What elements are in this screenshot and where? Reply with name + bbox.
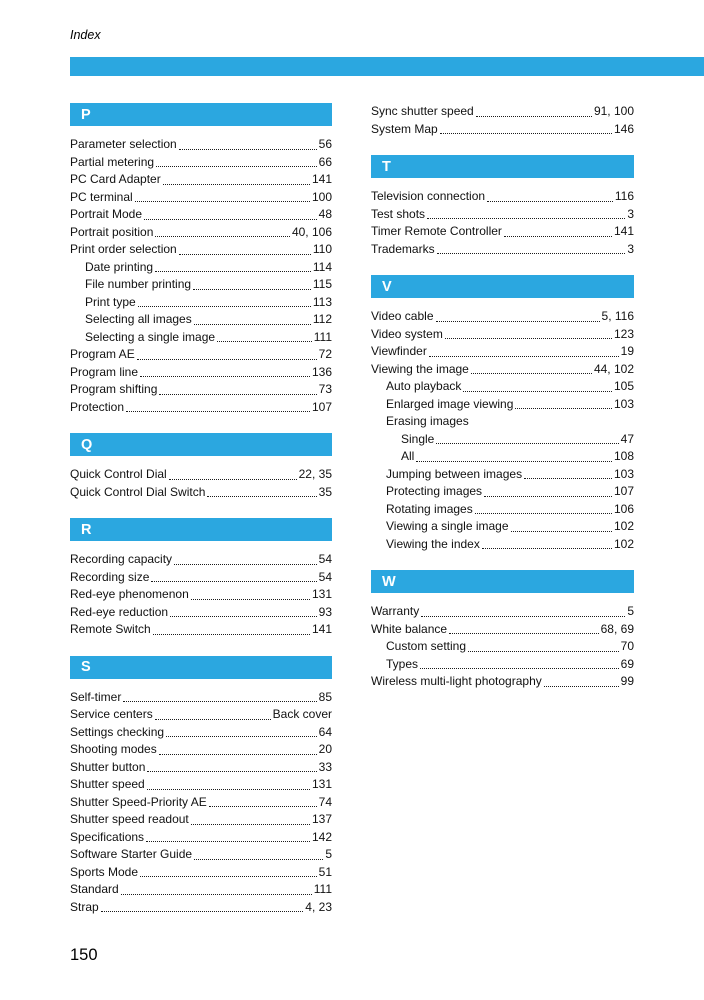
index-entry [371, 501, 634, 519]
entry-page-reference: 47 [620, 431, 634, 446]
dot-leader [217, 329, 312, 343]
dot-leader [140, 864, 317, 878]
section-letter: R [81, 521, 92, 538]
index-entry [70, 881, 332, 899]
entry-page-reference: 111 [313, 329, 332, 344]
entry-label: Video system [371, 326, 443, 341]
dot-leader [445, 326, 612, 340]
entry-page-reference: 141 [311, 172, 332, 186]
dot-leader [193, 276, 311, 290]
entry-page-reference: 19 [620, 344, 634, 358]
entry-label: Timer Remote Controller [371, 224, 502, 238]
entry-page-reference: 22, 35 [298, 467, 332, 481]
index-entry [371, 241, 634, 259]
index-entry [70, 329, 332, 347]
entry-label: File number printing [85, 277, 192, 291]
dot-leader [163, 171, 310, 185]
section-letter: S [81, 659, 91, 675]
dot-leader [427, 206, 625, 220]
entry-label: Remote Switch [70, 622, 151, 636]
entry-page-reference: 105 [613, 379, 634, 393]
entry-label: Sports Mode [70, 864, 139, 879]
entry-label: Self-timer [70, 689, 122, 704]
index-entry [70, 241, 332, 259]
page-number: 150 [70, 946, 98, 964]
dot-leader [140, 364, 310, 378]
entry-page-reference: Back cover [272, 707, 332, 721]
entry-label: Shutter button [70, 759, 146, 774]
dot-leader [194, 311, 311, 325]
index-entry [371, 188, 634, 206]
entry-page-reference: 102 [613, 536, 634, 551]
entry-label: Single [401, 431, 435, 446]
entry-label: Erasing images [386, 414, 469, 428]
entry-label: Viewing the index [386, 536, 480, 551]
index-entry [371, 223, 634, 241]
entry-label: Selecting all images [85, 312, 192, 326]
entry-page-reference: 72 [318, 347, 332, 361]
entry-label: Standard [70, 882, 119, 896]
entry-label: Print type [85, 294, 136, 309]
entry-label: Recording size [70, 569, 150, 584]
index-entry [371, 308, 634, 326]
entry-list [371, 308, 634, 553]
entry-label: White balance [371, 621, 448, 636]
entry-page-reference: 136 [311, 364, 332, 379]
index-entry [70, 294, 332, 312]
entry-page-reference: 99 [620, 674, 634, 688]
entry-page-reference: 44, 102 [593, 361, 634, 376]
index-entry [70, 724, 332, 742]
index-entry [70, 364, 332, 382]
index-entry [371, 396, 634, 414]
entry-label: Viewing a single image [386, 519, 509, 533]
index-entry [371, 621, 634, 639]
index-entry [371, 518, 634, 536]
dot-leader [440, 121, 612, 135]
entry-label: Quick Control Dial Switch [70, 484, 206, 499]
index-entry [70, 759, 332, 777]
entry-label: Program shifting [70, 382, 158, 396]
index-column-1 [70, 103, 332, 933]
entry-page-reference: 103 [613, 396, 634, 411]
entry-label: PC terminal [70, 189, 133, 204]
index-entry [70, 466, 332, 484]
index-content [70, 103, 634, 933]
dot-leader [482, 536, 612, 550]
entry-page-reference: 40, 106 [291, 224, 332, 239]
entry-page-reference: 141 [311, 622, 332, 636]
dot-leader [156, 154, 317, 168]
entry-label: Sync shutter speed [371, 104, 474, 118]
dot-leader [174, 551, 317, 565]
entry-label: Enlarged image viewing [386, 396, 514, 411]
dot-leader [151, 569, 316, 583]
entry-label: Viewfinder [371, 344, 427, 358]
dot-leader [476, 103, 592, 117]
entry-label: Portrait position [70, 224, 154, 239]
entry-page-reference: 54 [318, 569, 332, 584]
dot-leader [166, 724, 317, 738]
entry-label: Viewing the image [371, 361, 469, 376]
section-header-R [70, 518, 332, 541]
index-column-2 [371, 103, 634, 708]
section-header-S [70, 656, 332, 679]
dot-leader [421, 603, 625, 617]
entry-page-reference: 108 [613, 449, 634, 463]
entry-page-reference: 54 [318, 552, 332, 566]
index-entry [70, 706, 332, 724]
index-entry [70, 484, 332, 502]
entry-label: Service centers [70, 707, 153, 721]
index-entry [70, 224, 332, 242]
section-letter: P [81, 106, 91, 123]
index-entry [371, 103, 634, 121]
entry-page-reference: 110 [312, 242, 332, 256]
index-entry [371, 206, 634, 224]
entry-label: Selecting a single image [85, 329, 216, 344]
dot-leader [138, 294, 311, 308]
index-entry [371, 673, 634, 691]
entry-list [70, 136, 332, 416]
index-entry [70, 621, 332, 639]
entry-page-reference: 73 [318, 382, 332, 396]
dot-leader [135, 189, 310, 203]
dot-leader [147, 776, 310, 790]
index-entry [70, 154, 332, 172]
dot-leader [137, 346, 317, 360]
entry-label: Rotating images [386, 501, 473, 516]
dot-leader [147, 759, 316, 773]
entry-page-reference: 5 [325, 847, 332, 861]
index-entry [70, 206, 332, 224]
dot-leader [436, 308, 600, 322]
entry-page-reference: 70 [620, 639, 634, 653]
dot-leader [155, 224, 290, 238]
dot-leader [449, 621, 599, 635]
entry-page-reference: 66 [318, 154, 332, 169]
index-entry [70, 136, 332, 154]
index-entry [371, 378, 634, 396]
entry-page-reference: 116 [614, 189, 634, 203]
section-header-W [371, 570, 634, 593]
dot-leader [101, 899, 304, 913]
dot-leader [487, 188, 613, 202]
dot-leader [515, 396, 612, 410]
dot-leader [524, 466, 612, 480]
entry-label: Parameter selection [70, 137, 177, 151]
entry-list [371, 103, 634, 138]
section-header-T [371, 155, 634, 178]
entry-label: Warranty [371, 604, 420, 618]
header-accent-bar [70, 57, 704, 76]
entry-label: Shutter speed [70, 777, 145, 791]
entry-page-reference: 131 [311, 587, 332, 601]
entry-label: All [401, 449, 415, 463]
dot-leader [179, 241, 311, 255]
entry-page-reference: 4, 23 [305, 899, 332, 914]
entry-page-reference: 3 [627, 241, 634, 256]
entry-label: Date printing [85, 259, 154, 274]
entry-page-reference: 93 [318, 604, 332, 619]
dot-leader [191, 811, 310, 825]
dot-leader [504, 223, 612, 237]
entry-page-reference: 5 [627, 604, 634, 618]
dot-leader [159, 381, 316, 395]
entry-page-reference: 69 [620, 656, 634, 671]
index-entry [70, 604, 332, 622]
index-entry [70, 189, 332, 207]
index-entry [70, 864, 332, 882]
index-entry [70, 381, 332, 399]
index-entry [70, 586, 332, 604]
dot-leader [169, 466, 297, 480]
entry-page-reference: 131 [311, 777, 332, 791]
index-entry [70, 276, 332, 294]
entry-label: Red-eye phenomenon [70, 587, 189, 601]
page-header-label: Index [70, 28, 101, 42]
entry-label: Partial metering [70, 154, 155, 169]
index-entry [371, 343, 634, 361]
entry-label: Types [386, 656, 419, 671]
index-entry [371, 536, 634, 554]
index-entry [371, 121, 634, 139]
entry-list [70, 466, 332, 501]
index-entry [371, 603, 634, 621]
dot-leader [436, 431, 618, 445]
entry-label: Program AE [70, 347, 135, 361]
index-entry [70, 899, 332, 917]
entry-page-reference: 100 [311, 189, 332, 204]
entry-list [70, 689, 332, 917]
index-entry [70, 551, 332, 569]
entry-page-reference: 102 [613, 519, 634, 533]
section-letter: V [382, 278, 392, 295]
dot-leader [463, 378, 612, 392]
dot-leader [475, 501, 612, 515]
entry-page-reference: 114 [312, 259, 332, 274]
dot-leader [121, 881, 312, 895]
entry-page-reference: 5, 116 [601, 309, 634, 323]
dot-leader [155, 259, 311, 273]
index-entry [70, 259, 332, 277]
entry-label: Quick Control Dial [70, 467, 167, 481]
dot-leader [146, 829, 310, 843]
index-entry [371, 361, 634, 379]
entry-page-reference: 113 [312, 294, 332, 309]
dot-leader [207, 484, 316, 498]
index-entry [70, 776, 332, 794]
index-entry [371, 483, 634, 501]
index-entry [371, 326, 634, 344]
section-letter: W [382, 573, 396, 590]
entry-page-reference: 137 [311, 812, 332, 826]
index-entry [70, 846, 332, 864]
dot-leader [191, 586, 310, 600]
index-entry [70, 689, 332, 707]
index-entry [371, 431, 634, 449]
dot-leader [484, 483, 612, 497]
entry-label: Trademarks [371, 241, 435, 256]
entry-page-reference: 3 [627, 206, 634, 221]
entry-label: Video cable [371, 309, 434, 323]
entry-page-reference: 107 [613, 484, 634, 498]
entry-page-reference: 48 [318, 207, 332, 221]
entry-label: Custom setting [386, 639, 467, 653]
index-entry [70, 811, 332, 829]
entry-label: Print order selection [70, 242, 177, 256]
dot-leader [437, 241, 626, 255]
dot-leader [194, 846, 323, 860]
entry-list [371, 603, 634, 691]
entry-label: Red-eye reduction [70, 604, 169, 619]
dot-leader [420, 656, 619, 670]
index-entry [70, 741, 332, 759]
entry-label: Test shots [371, 206, 426, 221]
index-entry [70, 399, 332, 417]
index-entry [70, 829, 332, 847]
entry-label: Shooting modes [70, 742, 157, 756]
dot-leader [170, 604, 317, 618]
index-entry [70, 346, 332, 364]
index-entry [371, 656, 634, 674]
entry-page-reference: 91, 100 [593, 104, 634, 118]
dot-leader [471, 361, 592, 375]
entry-page-reference: 141 [613, 224, 634, 238]
dot-leader [159, 741, 317, 755]
entry-label: Protecting images [386, 484, 483, 498]
entry-label: Shutter speed readout [70, 812, 189, 826]
entry-label: Wireless multi-light photography [371, 674, 542, 688]
index-entry [70, 311, 332, 329]
dot-leader [511, 518, 612, 532]
section-header-V [371, 275, 634, 298]
entry-page-reference: 35 [318, 484, 332, 499]
entry-label: Recording capacity [70, 552, 173, 566]
entry-label: Program line [70, 364, 139, 379]
section-letter: T [382, 158, 391, 175]
entry-page-reference: 106 [613, 501, 634, 516]
entry-page-reference: 107 [311, 399, 332, 414]
entry-label: PC Card Adapter [70, 172, 161, 186]
index-entry [70, 794, 332, 812]
entry-label: System Map [371, 121, 438, 136]
dot-leader [123, 689, 316, 703]
dot-leader [468, 638, 619, 652]
index-entry [70, 171, 332, 189]
entry-page-reference: 103 [613, 466, 634, 481]
entry-page-reference: 51 [318, 864, 332, 879]
entry-page-reference: 56 [318, 137, 332, 151]
entry-page-reference: 112 [312, 312, 332, 326]
dot-leader [153, 621, 310, 635]
entry-label: Portrait Mode [70, 207, 143, 221]
entry-list [371, 188, 634, 258]
dot-leader [155, 706, 271, 720]
entry-label: Auto playback [386, 379, 462, 393]
entry-page-reference: 85 [318, 689, 332, 704]
entry-label: Settings checking [70, 724, 165, 739]
entry-label: Shutter Speed-Priority AE [70, 794, 207, 809]
entry-page-reference: 20 [318, 742, 332, 756]
section-letter: Q [81, 436, 93, 453]
dot-leader [179, 136, 317, 150]
entry-page-reference: 115 [312, 277, 332, 291]
section-header-Q [70, 433, 332, 456]
entry-label: Protection [70, 399, 125, 414]
dot-leader [544, 673, 619, 687]
dot-leader [416, 448, 612, 462]
section-header-P [70, 103, 332, 126]
entry-page-reference: 111 [313, 882, 332, 896]
entry-label: Specifications [70, 829, 145, 844]
entry-page-reference: 33 [318, 759, 332, 774]
index-entry [70, 569, 332, 587]
entry-page-reference: 68, 69 [600, 621, 634, 636]
index-entry [371, 466, 634, 484]
entry-page-reference: 146 [613, 121, 634, 136]
entry-page-reference: 74 [318, 794, 332, 809]
dot-leader [126, 399, 310, 413]
dot-leader [429, 343, 619, 357]
entry-label: Television connection [371, 189, 486, 203]
index-entry [371, 413, 634, 431]
entry-label: Jumping between images [386, 466, 523, 481]
entry-page-reference: 123 [613, 326, 634, 341]
index-entry [371, 638, 634, 656]
index-entry [371, 448, 634, 466]
entry-label: Software Starter Guide [70, 847, 193, 861]
entry-page-reference: 142 [311, 829, 332, 844]
entry-label: Strap [70, 899, 99, 914]
entry-list [70, 551, 332, 639]
entry-page-reference: 64 [318, 724, 332, 739]
dot-leader [144, 206, 317, 220]
dot-leader [209, 794, 317, 808]
